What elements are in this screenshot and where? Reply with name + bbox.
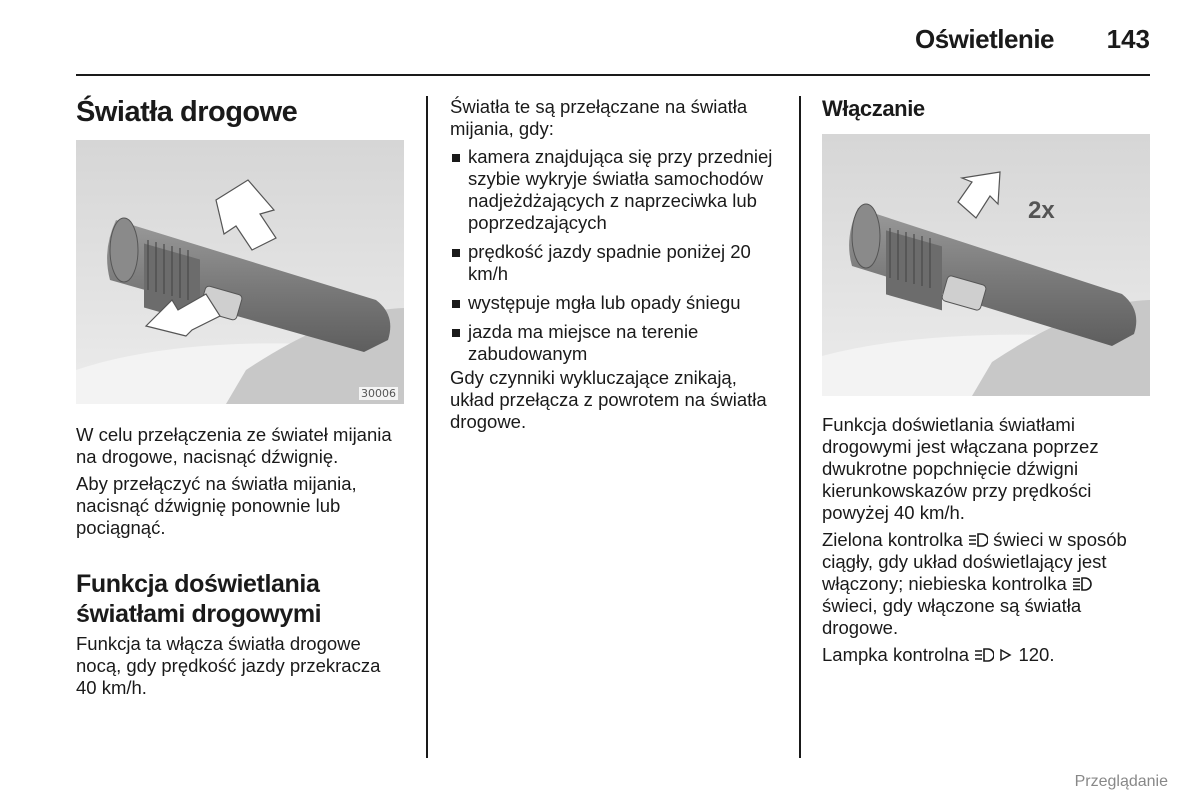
high-beam-indicator-icon bbox=[1072, 576, 1092, 592]
paragraph: Gdy czynniki wykluczające znikają, układ przełącza z powrotem na światła drogowe. bbox=[450, 367, 767, 432]
list-item: kamera znajdująca się przy przedniej szybie wykryje światła samochodów nadjeżdżających z naprzeciwka lub poprzedzających bbox=[450, 146, 780, 234]
paragraph: W celu przełączenia ze świateł mijania na drogowe, nacisnąć dźwignię. bbox=[76, 424, 392, 467]
column-divider-1 bbox=[426, 96, 428, 758]
lever-illustration bbox=[76, 140, 404, 404]
column-right bbox=[822, 96, 1152, 666]
auto-high-beam-indicator-icon bbox=[974, 647, 994, 663]
paragraph: Aby przełączyć na światła mijania, nacisnąć dźwignię ponownie lub pociągnąć. bbox=[76, 473, 357, 538]
column-middle bbox=[450, 96, 780, 433]
page-number: 143 bbox=[1106, 24, 1150, 54]
arrow-reference-icon bbox=[999, 647, 1013, 663]
condition-list bbox=[450, 146, 780, 365]
figure-label-2x: 2x bbox=[1028, 197, 1055, 224]
heading-line: światłami drogowymi bbox=[76, 600, 322, 628]
text-fragment: Zielona kontrolka bbox=[822, 529, 963, 550]
header-rule bbox=[76, 74, 1150, 76]
paragraph-indicators bbox=[822, 529, 1152, 639]
list-item: występuje mgła lub opady śniegu bbox=[450, 292, 780, 314]
footer-browse-link[interactable]: Przeglądanie bbox=[1074, 773, 1168, 790]
list-item: jazda ma miejsce na terenie zabudowanym bbox=[450, 321, 780, 365]
page-title: Oświetlenie bbox=[915, 24, 1054, 54]
column-left bbox=[76, 96, 406, 699]
section-heading-auto-high-beam bbox=[76, 569, 406, 629]
list-item: prędkość jazdy spadnie poniżej 20 km/h bbox=[450, 241, 780, 285]
lever-figure-push-twice bbox=[822, 134, 1150, 396]
paragraph: Funkcja ta włącza światła drogowe nocą, gdy prędkość jazdy przekracza 40 km/h. bbox=[76, 633, 381, 698]
lever-illustration bbox=[822, 134, 1150, 396]
paragraph-intro: Światła te są przełączane na światła mijania, gdy: bbox=[450, 96, 748, 139]
section-heading-high-beam: Światła drogowe bbox=[76, 96, 298, 128]
lever-figure-push-pull bbox=[76, 140, 404, 404]
auto-high-beam-indicator-icon bbox=[968, 532, 988, 548]
text-fragment: Lampka kontrolna bbox=[822, 644, 970, 665]
text-fragment: 120. bbox=[1018, 644, 1055, 665]
section-heading-activation: Włączanie bbox=[822, 96, 925, 121]
column-divider-2 bbox=[799, 96, 801, 758]
paragraph: Funkcja doświetlania światłami drogowymi jest włączana poprzez dwukrotne popchnięcie dźwigni kierunkowskazów przy prędkości powyżej 40 km/h. bbox=[822, 414, 1099, 523]
text-fragment: świeci, gdy włączone są światła drogowe. bbox=[822, 595, 1082, 638]
figure-number: 30006 bbox=[361, 387, 396, 400]
heading-line: Funkcja doświetlania bbox=[76, 570, 320, 598]
text-fragment: świeci w sposób ciągły, gdy układ doświetlający jest włączony; niebieska kontrolka bbox=[822, 529, 1127, 594]
paragraph-reference bbox=[822, 644, 1152, 666]
